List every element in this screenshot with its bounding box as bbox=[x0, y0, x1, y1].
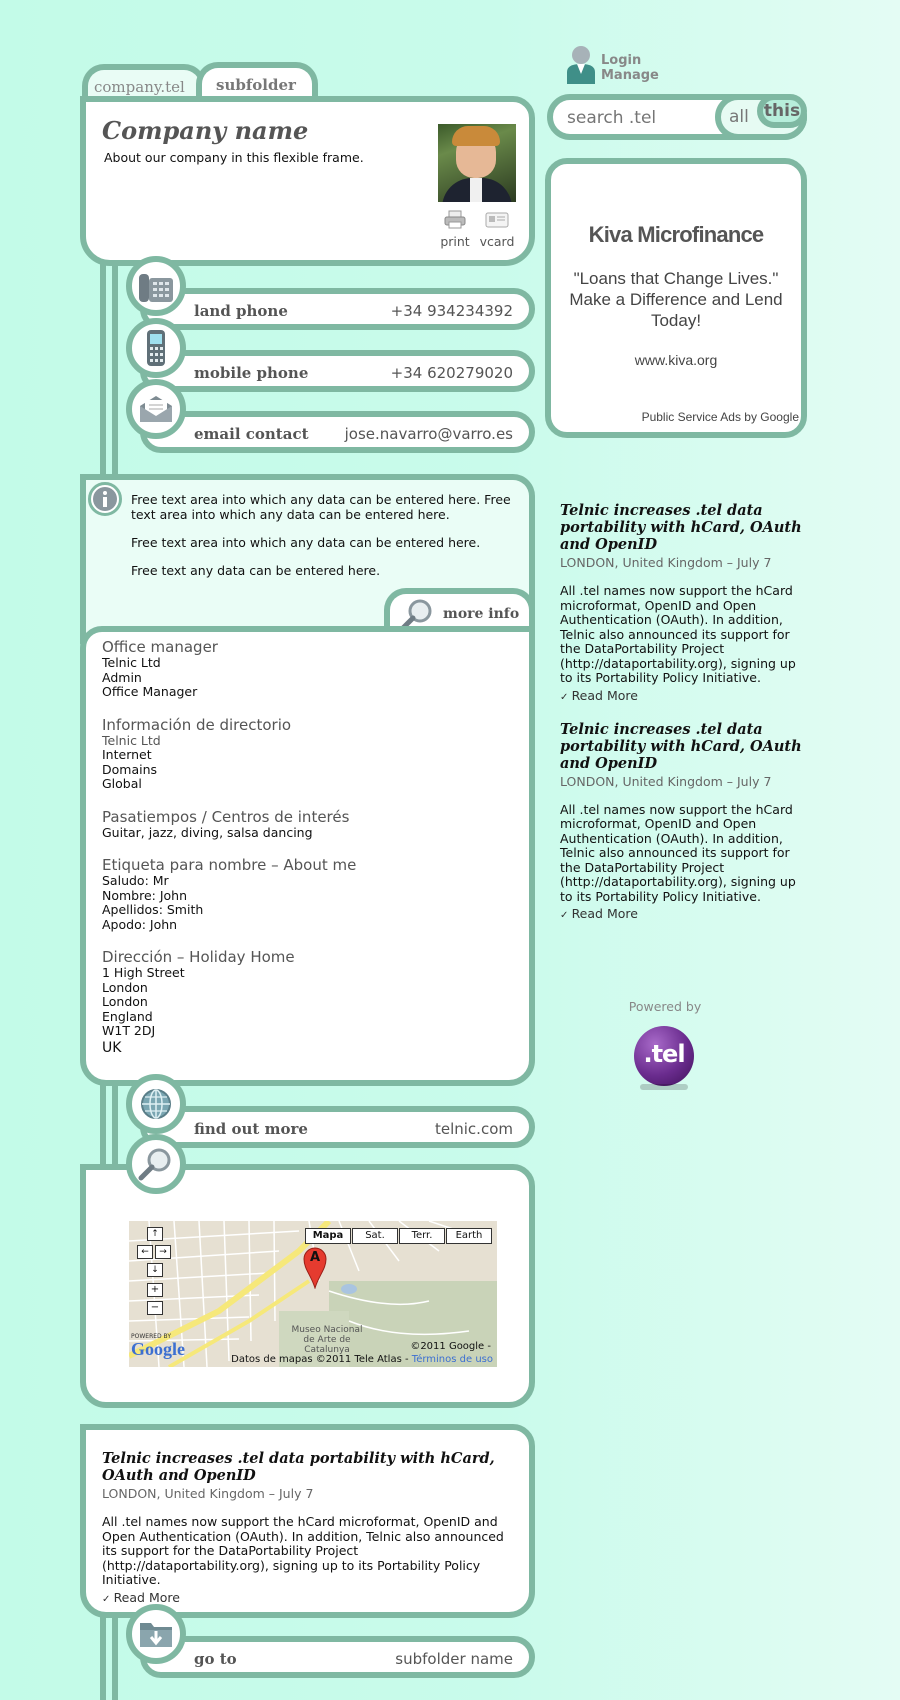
field-group bbox=[102, 716, 522, 792]
map-zoom-in-button[interactable]: + bbox=[147, 1283, 163, 1297]
news-body: All .tel names now support the hCard microformat, OpenID and Open Authentication (OAuth). In addition, Telnic also announced its support for the DataPortability Project (http://dataportability.org), signing up to its Portability Policy Initiative. bbox=[560, 583, 796, 685]
field-group bbox=[102, 948, 522, 1055]
news-title[interactable]: Telnic increases .tel data portability with hCard, OAuth and OpenID bbox=[102, 1450, 495, 1484]
google-logo[interactable]: Google bbox=[131, 1339, 185, 1359]
map-search-icon-badge bbox=[126, 1134, 186, 1194]
land-phone-label: land phone bbox=[194, 302, 288, 320]
details-content bbox=[102, 622, 522, 1055]
map-widget[interactable] bbox=[129, 1221, 497, 1367]
find-out-more-link[interactable]: telnic.com bbox=[434, 1120, 513, 1138]
news-title[interactable]: Telnic increases .tel data portability with hCard, OAuth and OpenID bbox=[560, 502, 802, 553]
login-area bbox=[565, 44, 685, 88]
read-more-link[interactable] bbox=[560, 906, 810, 921]
map-museum-label: Museo Nacional de Arte de Catalunya bbox=[291, 1325, 363, 1355]
map-pan-up-button[interactable]: ↑ bbox=[147, 1227, 163, 1241]
folder-download-icon bbox=[138, 1619, 174, 1649]
field-line: Internet bbox=[102, 747, 152, 762]
read-more-label: Read More bbox=[571, 687, 638, 703]
mobile-phone-label: mobile phone bbox=[194, 364, 309, 382]
globe-icon-badge bbox=[126, 1074, 186, 1134]
field-line: Apodo: John bbox=[102, 916, 178, 932]
find-out-more-row[interactable] bbox=[140, 1106, 535, 1148]
news-meta: LONDON, United Kingdom – July 7 bbox=[560, 773, 772, 789]
email-row[interactable] bbox=[140, 411, 535, 453]
search-scope-toggle bbox=[715, 94, 807, 140]
map-zoom-out-button[interactable]: − bbox=[147, 1301, 163, 1315]
tel-logo[interactable] bbox=[634, 1026, 696, 1088]
map-terms-link[interactable]: Términos de uso bbox=[411, 1354, 493, 1365]
tab-company-tel-label: company.tel bbox=[94, 78, 185, 96]
map-pan-left-button[interactable]: ← bbox=[137, 1245, 153, 1259]
tel-logo-text: .tel bbox=[643, 1040, 685, 1068]
map-powered-by: POWERED BY bbox=[131, 1333, 172, 1340]
field-line: Saludo: Mr bbox=[102, 873, 169, 888]
news-meta: LONDON, United Kingdom – July 7 bbox=[560, 555, 772, 570]
read-more-label: Read More bbox=[571, 906, 638, 921]
mobile-phone-icon bbox=[145, 329, 167, 367]
free-text-content bbox=[131, 492, 511, 578]
news-panel bbox=[80, 1424, 535, 1618]
magnifier-icon bbox=[137, 1147, 175, 1181]
manage-link[interactable]: Manage bbox=[601, 68, 659, 83]
powered-by-label: Powered by bbox=[628, 999, 702, 1014]
ad-title[interactable]: Kiva Microfinance bbox=[588, 222, 764, 247]
news-meta: LONDON, United Kingdom – July 7 bbox=[102, 1486, 314, 1501]
map-type-bar bbox=[305, 1228, 492, 1244]
ad-body: "Loans that Change Lives." Make a Difference and Lend Today! bbox=[569, 269, 783, 330]
globe-icon bbox=[140, 1088, 172, 1120]
field-group bbox=[102, 638, 522, 700]
search-scope-this[interactable]: this bbox=[757, 94, 807, 128]
spine-line-inner bbox=[112, 1605, 118, 1700]
mobile-phone-value[interactable]: +34 620279020 bbox=[390, 364, 513, 382]
info-icon bbox=[92, 486, 118, 512]
check-icon: ✓ bbox=[102, 1593, 114, 1605]
search-input[interactable] bbox=[565, 104, 709, 132]
ad-url[interactable]: www.kiva.org bbox=[634, 352, 718, 368]
news-body: All .tel names now support the hCard microformat, OpenID and Open Authentication (OAuth). In addition, Telnic also announced its support for the DataPortability Project (http://dataportability.org), signing up to its Portability Policy Initiative. bbox=[102, 1514, 504, 1587]
land-phone-value[interactable]: +34 934234392 bbox=[390, 302, 513, 320]
field-line: UK bbox=[102, 1039, 122, 1056]
vcard-icon bbox=[485, 210, 509, 230]
field-line: Admin bbox=[102, 669, 142, 685]
field-line: 1 High Street bbox=[102, 965, 185, 980]
email-value[interactable]: jose.navarro@varro.es bbox=[344, 425, 513, 443]
mobile-phone-row[interactable] bbox=[140, 350, 535, 392]
field-line: Domains bbox=[102, 761, 158, 777]
go-to-row[interactable] bbox=[140, 1636, 535, 1678]
news-item bbox=[560, 721, 810, 922]
check-icon: ✓ bbox=[560, 691, 572, 703]
mobile-phone-icon-badge bbox=[126, 318, 186, 378]
field-line: Apellidos: Smith bbox=[102, 902, 204, 917]
field-line: Nombre: John bbox=[102, 887, 188, 903]
spine-line-outer bbox=[100, 1080, 106, 1170]
news-item bbox=[102, 1450, 522, 1605]
read-more-link[interactable] bbox=[560, 688, 810, 703]
map-copyright: ©2011 Google - bbox=[410, 1341, 491, 1352]
vcard-label: vcard bbox=[479, 234, 515, 249]
field-group bbox=[102, 808, 522, 841]
map-pan-down-button[interactable]: ↓ bbox=[147, 1263, 163, 1277]
map-data-attribution: Datos de mapas ©2011 Tele Atlas - bbox=[231, 1354, 409, 1365]
map-type-sat-button[interactable]: Sat. bbox=[352, 1228, 398, 1244]
land-phone-icon-badge bbox=[126, 256, 186, 316]
details-panel bbox=[80, 626, 535, 1086]
news-item bbox=[560, 502, 810, 703]
field-group bbox=[102, 856, 522, 932]
tel-logo-shadow bbox=[640, 1084, 688, 1090]
field-line: Guitar, jazz, diving, salsa dancing bbox=[102, 824, 313, 840]
news-title[interactable]: Telnic increases .tel data portability with hCard, OAuth and OpenID bbox=[560, 720, 802, 772]
login-link[interactable]: Login bbox=[601, 53, 642, 68]
read-more-label: Read More bbox=[113, 1589, 180, 1605]
print-button[interactable] bbox=[438, 210, 472, 249]
map-type-terr-button[interactable]: Terr. bbox=[399, 1228, 445, 1244]
email-label: email contact bbox=[194, 425, 309, 443]
user-icon bbox=[565, 44, 597, 86]
find-out-more-label: find out more bbox=[194, 1120, 308, 1138]
check-icon: ✓ bbox=[560, 910, 572, 921]
email-icon-badge bbox=[126, 379, 186, 439]
more-info-label: more info bbox=[443, 606, 520, 622]
map-type-earth-button[interactable]: Earth bbox=[446, 1228, 492, 1244]
field-title: Información de directorio bbox=[102, 715, 292, 734]
free-text-paragraph: Free text area into which any data can be entered here. bbox=[131, 535, 481, 550]
read-more-link[interactable] bbox=[102, 1590, 522, 1605]
field-line: Telnic Ltd bbox=[102, 655, 161, 670]
news-sidebar bbox=[560, 502, 810, 921]
field-line: Telnic Ltd bbox=[102, 732, 161, 748]
land-phone-row[interactable] bbox=[140, 288, 535, 330]
spine-line-outer bbox=[100, 1605, 106, 1700]
search-bar bbox=[547, 94, 807, 140]
print-label: print bbox=[440, 234, 470, 249]
vcard-button[interactable] bbox=[478, 210, 516, 249]
field-title: Office manager bbox=[102, 638, 218, 656]
free-text-paragraph: Free text any data can be entered here. bbox=[131, 563, 381, 578]
map-pan-right-button[interactable]: → bbox=[155, 1245, 171, 1259]
field-line: W1T 2DJ bbox=[102, 1023, 156, 1038]
news-body: All .tel names now support the hCard microformat, OpenID and Open Authentication (OAuth). In addition, Telnic also announced its support for the DataPortability Project (http://dataportability.org), signing up to its Portability Policy Initiative. bbox=[560, 801, 796, 904]
tab-subfolder-label: subfolder bbox=[216, 76, 296, 94]
company-name: Company name bbox=[102, 116, 309, 145]
spine-line-inner bbox=[112, 1080, 118, 1170]
map-footer bbox=[231, 1354, 493, 1365]
map-marker-label: A bbox=[309, 1250, 321, 1265]
profile-panel bbox=[80, 96, 535, 266]
free-text-paragraph: Free text area into which any data can be entered here. Free text area into which any data can be entered here. bbox=[131, 492, 511, 522]
map-type-mapa-button[interactable]: Mapa bbox=[305, 1228, 351, 1244]
search-scope-all[interactable]: all bbox=[729, 107, 749, 127]
ad-panel[interactable] bbox=[545, 158, 807, 438]
envelope-icon bbox=[138, 394, 174, 424]
spine-line-inner bbox=[112, 262, 118, 477]
go-to-subfolder-link[interactable]: subfolder name bbox=[395, 1650, 513, 1668]
ad-footer[interactable]: Public Service Ads by Google bbox=[641, 410, 799, 424]
field-line: Global bbox=[102, 776, 142, 791]
spine-line-outer bbox=[100, 262, 106, 477]
field-line: London bbox=[102, 994, 148, 1009]
field-line: England bbox=[102, 1008, 153, 1024]
field-title: Etiqueta para nombre – About me bbox=[102, 856, 357, 874]
telephone-icon bbox=[137, 268, 175, 304]
folder-icon-badge bbox=[126, 1604, 186, 1664]
field-title: Pasatiempos / Centros de interés bbox=[102, 807, 350, 826]
company-about: About our company in this flexible frame. bbox=[104, 150, 364, 165]
printer-icon bbox=[443, 210, 467, 230]
profile-photo bbox=[438, 124, 516, 202]
field-title: Dirección – Holiday Home bbox=[102, 948, 295, 966]
field-line: London bbox=[102, 979, 148, 995]
field-line: Office Manager bbox=[102, 684, 198, 699]
info-icon-badge bbox=[88, 482, 122, 516]
go-to-label: go to bbox=[194, 1650, 237, 1668]
map-marker[interactable] bbox=[303, 1247, 327, 1289]
